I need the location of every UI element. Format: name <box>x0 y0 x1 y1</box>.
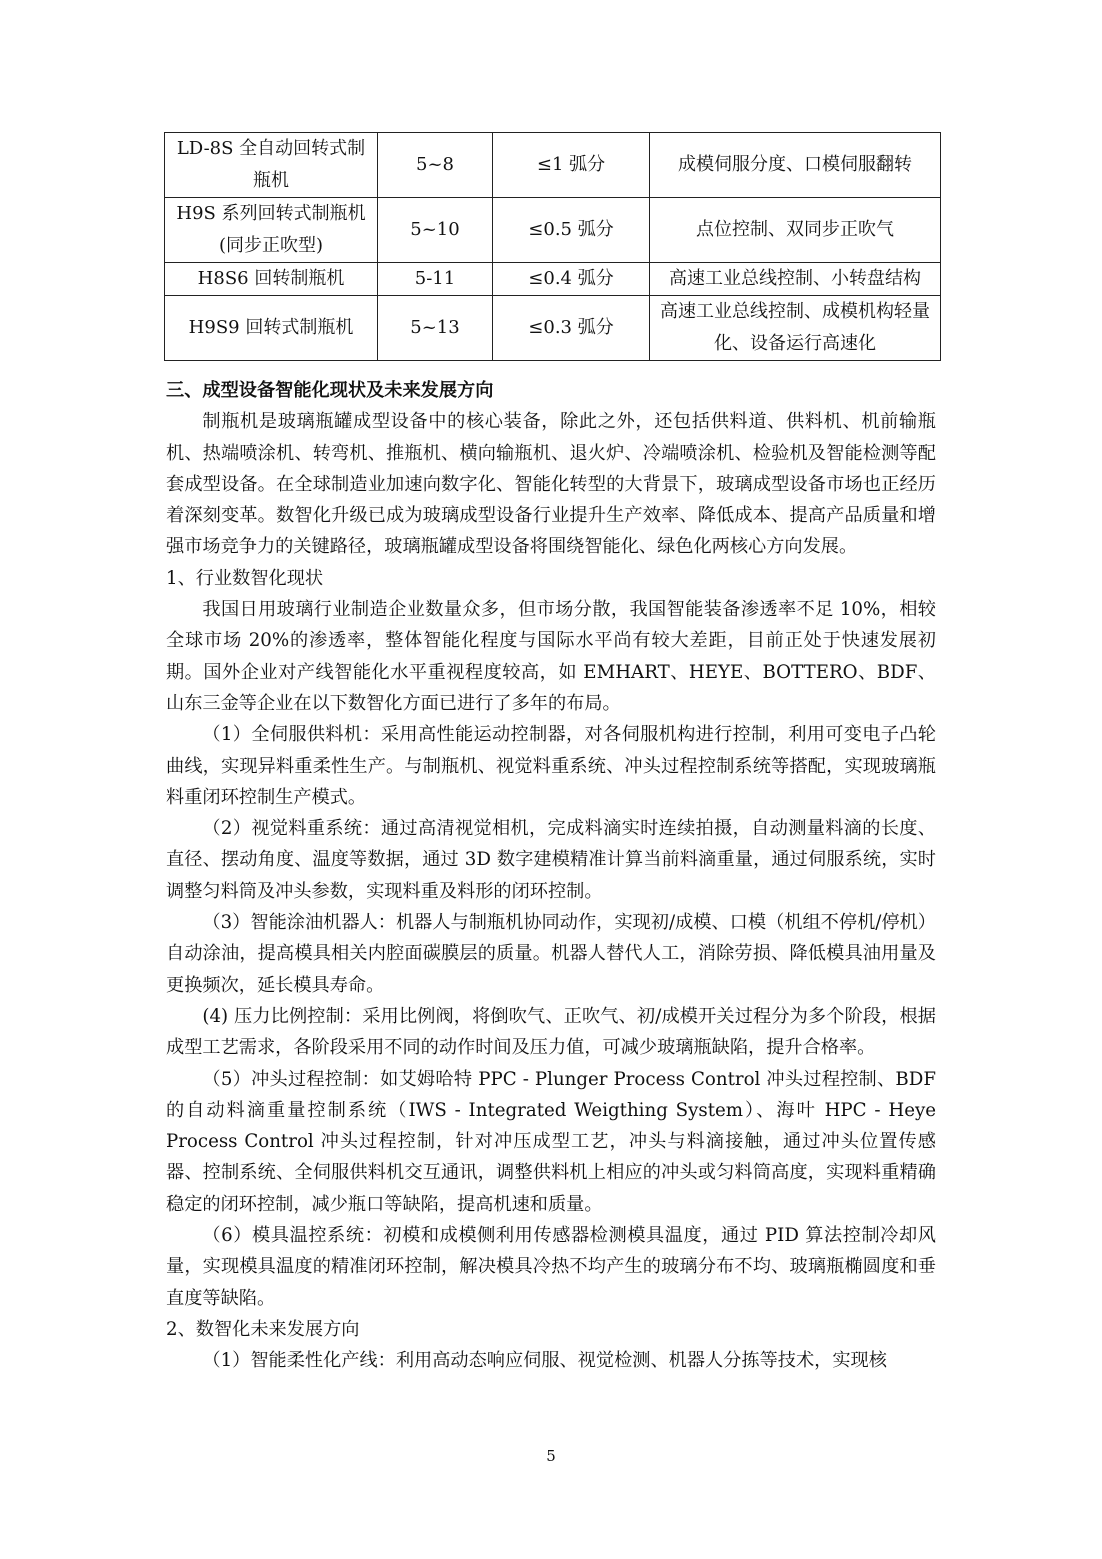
table-row <box>165 198 941 263</box>
table-row <box>165 296 941 361</box>
subsection-heading: 2、数智化未来发展方向 <box>166 1318 360 1340</box>
table-cell-feature: 高速工业总线控制、小转盘结构 <box>650 263 941 296</box>
table-cell-model: LD-8S 全自动回转式制瓶机 <box>165 133 378 198</box>
table-cell-precision: ≤0.4 弧分 <box>493 263 650 296</box>
table-row <box>165 133 941 198</box>
table-cell-precision: ≤0.5 弧分 <box>493 198 650 263</box>
list-item: （1）智能柔性化产线：利用高动态响应伺服、视觉检测、机器人分拣等技术，实现核 <box>202 1350 887 1372</box>
paragraph: 我国日用玻璃行业制造企业数量众多，但市场分散，我国智能装备渗透率不足 10%，相较全球市场 20%的渗透率，整体智能化程度与国际水平尚有较大差距，目前正处于快速发展初期。国外企业对产线智能化水平重视程度较高，如 EMHART、HEYE、BOTTERO、BDF、山东三金等企业在以下数智化方面已进行了多年的布局。 <box>166 599 936 714</box>
table-cell-precision: ≤0.3 弧分 <box>493 296 650 361</box>
table-cell-model: H8S6 回转制瓶机 <box>165 263 378 296</box>
list-item: （5）冲头过程控制：如艾姆哈特 PPC - Plunger Process Control 冲头过程控制、BDF 的自动料滴重量控制系统（IWS - Integrated Weigthing System）、海叶 HPC - Heye Process Control 冲头过程控制，针对冲压成型工艺，冲头与料滴接触，通过冲头位置传感器、控制系统、全伺服供料机交互通讯，调整供料机上相应的冲头或匀料筒高度，实现料重精确稳定的闭环控制，减少瓶口等缺陷，提高机速和质量。 <box>166 1068 936 1215</box>
body-text <box>166 375 936 1377</box>
section-heading: 三、成型设备智能化现状及未来发展方向 <box>166 380 494 401</box>
table-cell-range: 5~8 <box>378 133 493 198</box>
list-item: （3）智能涂油机器人：机器人与制瓶机协同动作，实现初/成模、口模（机组不停机/停机）自动涂油，提高模具相关内腔面碳膜层的质量。机器人替代人工，消除劳损、降低模具油用量及更换频次，延长模具寿命。 <box>166 912 936 996</box>
table-cell-feature: 成模伺服分度、口模伺服翻转 <box>650 133 941 198</box>
list-item: （2）视觉料重系统：通过高清视觉相机，完成料滴实时连续拍摄，自动测量料滴的长度、直径、摆动角度、温度等数据，通过 3D 数字建模精准计算当前料滴重量，通过伺服系统，实时调整匀料筒及冲头参数，实现料重及料形的闭环控制。 <box>166 818 936 902</box>
machine-spec-table <box>164 132 941 361</box>
page-number: 5 <box>546 1447 556 1465</box>
table-cell-model: H9S9 回转式制瓶机 <box>165 296 378 361</box>
table-cell-range: 5~10 <box>378 198 493 263</box>
table-cell-range: 5~13 <box>378 296 493 361</box>
table-cell-model: H9S 系列回转式制瓶机(同步正吹型) <box>165 198 378 263</box>
table-cell-feature: 高速工业总线控制、成模机构轻量化、设备运行高速化 <box>650 296 941 361</box>
intro-paragraph: 制瓶机是玻璃瓶罐成型设备中的核心装备，除此之外，还包括供料道、供料机、机前输瓶机、热端喷涂机、转弯机、推瓶机、横向输瓶机、退火炉、冷端喷涂机、检验机及智能检测等配套成型设备。在全球制造业加速向数字化、智能化转型的大背景下，玻璃成型设备市场也正经历着深刻变革。数智化升级已成为玻璃成型设备行业提升生产效率、降低成本、提高产品质量和增强市场竞争力的关键路径，玻璃瓶罐成型设备将围绕智能化、绿色化两核心方向发展。 <box>166 411 936 558</box>
table-cell-feature: 点位控制、双同步正吹气 <box>650 198 941 263</box>
table-row <box>165 263 941 296</box>
list-item: （1）全伺服供料机：采用高性能运动控制器，对各伺服机构进行控制，利用可变电子凸轮曲线，实现异料重柔性生产。与制瓶机、视觉料重系统、冲头过程控制系统等搭配，实现玻璃瓶料重闭环控制生产模式。 <box>166 724 936 808</box>
subsection-heading: 1、行业数智化现状 <box>166 567 324 589</box>
table-cell-precision: ≤1 弧分 <box>493 133 650 198</box>
table-cell-range: 5-11 <box>378 263 493 296</box>
list-item: (4) 压力比例控制：采用比例阀，将倒吹气、正吹气、初/成模开关过程分为多个阶段，根据成型工艺需求，各阶段采用不同的动作时间及压力值，可减少玻璃瓶缺陷，提升合格率。 <box>166 1005 936 1059</box>
list-item: （6）模具温控系统：初模和成模侧利用传感器检测模具温度，通过 PID 算法控制冷却风量，实现模具温度的精准闭环控制，解决模具冷热不均产生的玻璃分布不均、玻璃瓶椭圆度和垂直度等缺陷。 <box>166 1225 936 1309</box>
